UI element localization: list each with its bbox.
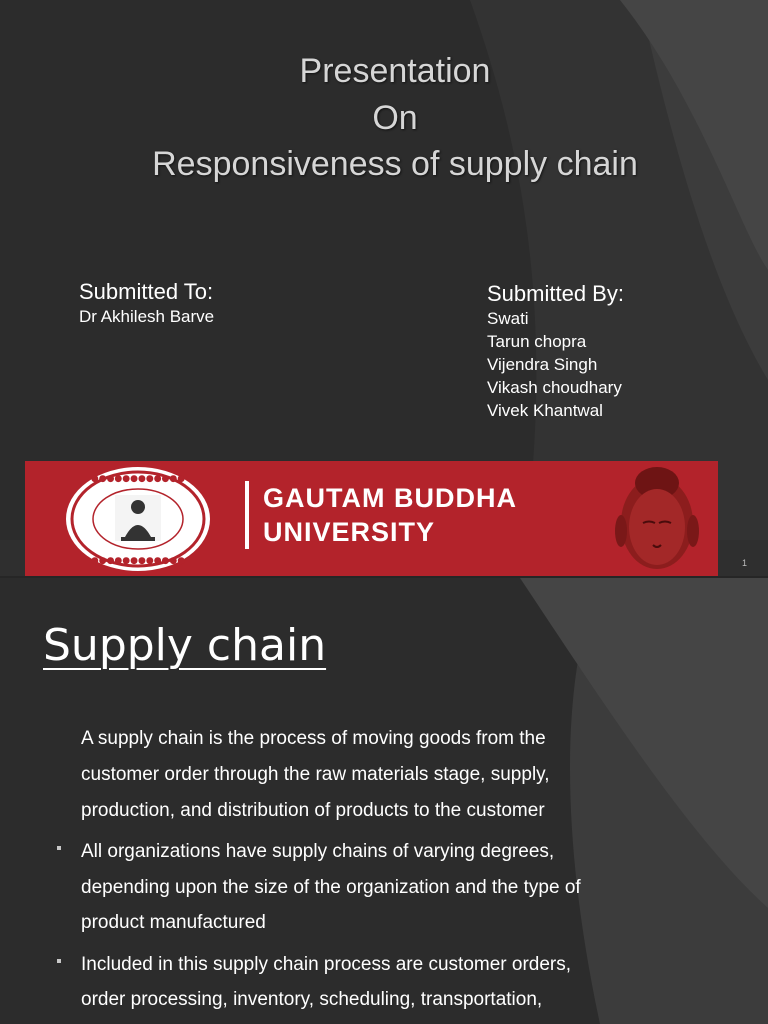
buddha-head-icon [607,465,707,573]
title-line-3: Responsiveness of supply chain [152,145,638,183]
submitted-by-name: Vikash choudhary [487,378,622,397]
university-seal-icon [63,465,213,573]
submitted-by-name: Vijendra Singh [487,355,598,374]
page-number: 1 [742,558,748,568]
banner-divider [245,481,249,549]
title-line-2: On [372,99,418,137]
university-name-line1: GAUTAM BUDDHA [263,483,517,513]
title-line-1: Presentation [299,52,491,90]
submitted-by-name: Swati [487,309,529,328]
university-name-line2: UNIVERSITY [263,517,436,547]
paragraph-line: depending upon the size of the organization and the type of [81,877,581,898]
paragraph-line: order processing, inventory, scheduling, transportation, [81,989,543,1010]
submitted-by-name: Vivek Khantwal [487,401,603,420]
bullet-marker [57,846,61,850]
submitted-by-name: Tarun chopra [487,332,587,351]
paragraph-line: production, and distribution of products to the customer [81,800,545,821]
paragraph-line: A supply chain is the process of moving goods from the [81,728,546,749]
content-slide [0,578,768,1024]
paragraph-line: Included in this supply chain process are customer orders, [81,954,572,975]
submitted-by-heading: Submitted By: [487,281,624,306]
bullet-marker [57,959,61,963]
svg-text:●●●●●●●●●●●●: ●●●●●●●●●●●● [90,556,186,566]
slide-title: Supply chain [43,620,327,671]
submitted-to-name: Dr Akhilesh Barve [79,307,215,326]
paragraph-line: product manufactured [81,912,266,933]
submitted-to-heading: Submitted To: [79,279,214,304]
svg-text:●●●●●●●●●●●●: ●●●●●●●●●●●● [90,474,186,484]
paragraph-line: All organizations have supply chains of varying degrees, [81,841,555,862]
paragraph-line: customer order through the raw materials stage, supply, [81,764,550,785]
university-banner [25,461,718,576]
